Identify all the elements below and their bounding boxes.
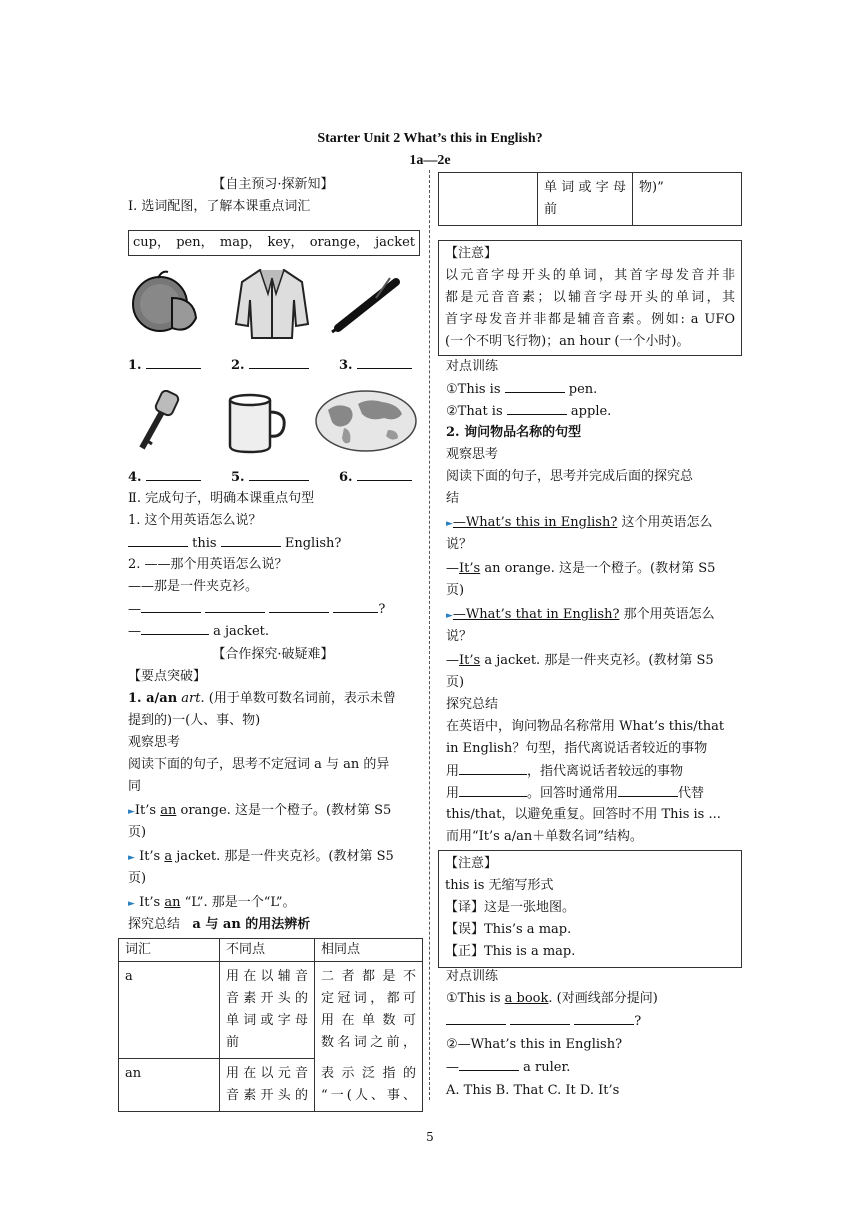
drill2-item-1-answer: ?	[446, 1010, 641, 1033]
table-cell: 表示泛指的 “一(人、事、	[315, 1059, 423, 1112]
blank[interactable]	[357, 354, 412, 369]
answer-label-3: 3.	[339, 354, 412, 377]
table-cell	[439, 173, 538, 226]
map-picture	[314, 388, 418, 454]
blank[interactable]	[618, 782, 678, 797]
answer-options: A. This B. That C. It D. It’s	[446, 1083, 620, 1098]
table-row	[119, 1059, 423, 1112]
summary-label-2: 探究总结	[446, 697, 499, 712]
read-instruction-2: 阅读下面的句子，思考并完成后面的探究总	[446, 469, 694, 484]
example-1: ►It’s an orange. 这是一个橙子。(教材第 S5	[128, 803, 392, 818]
triangle-bullet-icon: ►	[446, 519, 453, 529]
word: key，	[267, 235, 304, 250]
example-r3: ►—What’s that in English? 那个用英语怎么	[446, 607, 715, 622]
blank[interactable]	[574, 1010, 634, 1025]
blank[interactable]	[146, 466, 201, 481]
summary-line-1: 在英语中，询问物品名称常用 What’s this/that	[446, 719, 725, 734]
usage-table-continued	[438, 172, 742, 226]
part1-heading: Ⅰ. 选词配图，了解本课重点词汇	[128, 199, 311, 214]
blank[interactable]	[507, 400, 567, 415]
example-r3-cont: 说？	[446, 629, 473, 644]
word: jacket	[375, 235, 415, 250]
answer-label-5: 5.	[231, 466, 309, 489]
page-subtitle: 1a—2e	[409, 153, 451, 168]
blank[interactable]	[141, 620, 209, 635]
table-cell: a	[119, 962, 220, 1059]
triangle-bullet-icon: ►	[446, 611, 453, 621]
example-2: ► It’s a jacket. 那是一件夹克衫。(教材第 S5	[128, 849, 394, 864]
triangle-bullet-icon: ►	[128, 807, 135, 817]
observe-label-2: 观察思考	[446, 447, 499, 462]
jacket-picture	[232, 264, 312, 342]
example-1-cont: 页)	[128, 825, 147, 840]
example-r4-cont: 页)	[446, 675, 465, 690]
example-2-cont: 页)	[128, 871, 147, 886]
pen-picture	[330, 272, 410, 334]
example-r2: —It’s an orange. 这是一个橙子。(教材第 S5	[446, 561, 716, 576]
summary-line-2: in English？句型，指代离说话者较近的事物	[446, 741, 708, 756]
note-box-1: 【注意】 以元音字母开头的单词，其首字母发音并非 都是元音音素；以辅音字母开头的单词，其 首字母发音并非都是辅音音素。例如: a UFO (一个不明飞行物)；an hour (一个小时)。	[438, 240, 742, 356]
drill-item-2: ②That is apple.	[446, 400, 611, 423]
answer-label-2: 2.	[231, 354, 309, 377]
page-title: Starter Unit 2 What’s this in English?	[317, 131, 543, 146]
word-box	[128, 230, 420, 256]
usage-table	[118, 938, 423, 1112]
note-box-2: 【注意】 this is 无缩写形式 【译】这是一张地图。 【误】This’s a map. 【正】This is a map.	[438, 850, 742, 968]
summary-line-6: 而用“It’s a/an＋单数名词”结构。	[446, 829, 643, 844]
triangle-bullet-icon: ►	[128, 899, 135, 909]
note-head: 【注意】	[445, 246, 498, 261]
part2-heading: Ⅱ. 完成句子，明确本课重点句型	[128, 491, 315, 506]
blank[interactable]	[446, 1010, 506, 1025]
blank[interactable]	[357, 466, 412, 481]
read-instruction-cont: 同	[128, 779, 142, 794]
point-1: 1. a/an art. (用于单数可数名词前，表示未曾	[128, 691, 396, 706]
section-head-preview: 【自主预习·探新知】	[212, 177, 334, 192]
summary-line-5: this/that，以避免重复。回答时不用 This is ...	[446, 807, 721, 822]
word: cup，	[133, 235, 170, 250]
table-row	[119, 939, 423, 962]
question-2-answer: — ?	[128, 598, 385, 621]
question-1: 1. 这个用英语怎么说？	[128, 513, 262, 528]
summary-line-3: 用 ，指代离说话者较远的事物	[446, 760, 683, 783]
table-row	[119, 962, 423, 1059]
drill-item-1: ①This is pen.	[446, 378, 597, 401]
triangle-bullet-icon: ►	[128, 853, 135, 863]
page-number: 5	[426, 1130, 434, 1144]
table-row	[439, 173, 742, 226]
word: map，	[219, 235, 262, 250]
drill2-item-1: ①This is a book. (对画线部分提问)	[446, 991, 658, 1006]
blank[interactable]	[249, 466, 309, 481]
blank[interactable]	[128, 532, 188, 547]
blank[interactable]	[459, 760, 527, 775]
question-2-answer-b: — a jacket.	[128, 620, 269, 643]
table-cell: 用在以元音 音素开头的	[220, 1059, 315, 1112]
blank[interactable]	[205, 598, 265, 613]
table-header: 相同点	[315, 939, 423, 962]
point-2: 2. 询问物品名称的句型	[446, 425, 582, 440]
section-head-explore: 【合作探究·破疑难】	[212, 647, 334, 662]
example-r1-cont: 说？	[446, 537, 473, 552]
drill2-item-2: ②—What’s this in English?	[446, 1037, 623, 1052]
table-cell: 物)”	[633, 173, 742, 226]
word: orange，	[309, 235, 369, 250]
example-r1: ►—What’s this in English? 这个用英语怎么	[446, 515, 713, 530]
drill2-item-2-answer: — a ruler.	[446, 1056, 570, 1079]
orange-picture	[130, 268, 202, 338]
blank[interactable]	[505, 378, 565, 393]
blank[interactable]	[459, 782, 527, 797]
column-divider	[429, 170, 430, 1100]
blank[interactable]	[221, 532, 281, 547]
summary-line-4: 用 。回答时通常用 代替	[446, 782, 704, 805]
blank[interactable]	[141, 598, 201, 613]
answer-label-1: 1.	[128, 354, 201, 377]
blank[interactable]	[249, 354, 309, 369]
example-r4: —It’s a jacket. 那是一件夹克衫。(教材第 S5	[446, 653, 714, 668]
blank[interactable]	[333, 598, 378, 613]
word: pen，	[176, 235, 214, 250]
question-1-answer: this English?	[128, 532, 341, 555]
key-picture	[134, 390, 182, 454]
read-instruction-2-cont: 结	[446, 491, 460, 506]
drill-label: 对点训练	[446, 359, 499, 374]
example-3: ► It’s an “L”. 那是一个“L”。	[128, 895, 296, 910]
answer-label-6: 6.	[339, 466, 412, 489]
drill-label-2: 对点训练	[446, 969, 499, 984]
table-header: 词汇	[119, 939, 220, 962]
observe-label: 观察思考	[128, 735, 181, 750]
read-instruction: 阅读下面的句子，思考不定冠词 a 与 an 的异	[128, 757, 390, 772]
example-r2-cont: 页)	[446, 583, 465, 598]
answer-label-4: 4.	[128, 466, 201, 489]
point-1-cont: 提到的)一(人、事、物)	[128, 713, 261, 728]
table-cell: an	[119, 1059, 220, 1112]
table-cell: 二者都是不 定冠词，都可 用在单数可 数名词之前，	[315, 962, 423, 1059]
question-2-b: ——那是一件夹克衫。	[128, 579, 259, 594]
summary-label: 探究总结 a 与 an 的用法辨析	[128, 917, 311, 932]
key-points-head: 【要点突破】	[128, 669, 207, 684]
question-2: 2. ——那个用英语怎么说？	[128, 557, 288, 572]
cup-picture	[224, 390, 288, 454]
blank[interactable]	[146, 354, 201, 369]
table-cell: 单词或字母 前	[538, 173, 633, 226]
blank[interactable]	[510, 1010, 570, 1025]
blank[interactable]	[459, 1056, 519, 1071]
blank[interactable]	[269, 598, 329, 613]
note-head: 【注意】	[445, 856, 498, 871]
table-cell: 用在以辅音 音素开头的 单词或字母 前	[220, 962, 315, 1059]
table-header: 不同点	[220, 939, 315, 962]
